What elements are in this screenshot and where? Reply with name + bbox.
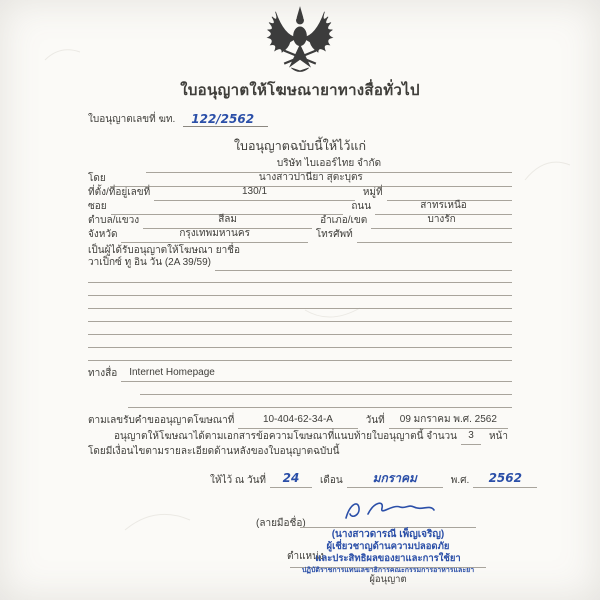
district-label: อำเภอ/เขต bbox=[320, 215, 368, 226]
license-number-row bbox=[88, 112, 268, 127]
condition-sentence: โดยมีเงื่อนไขตามรายละเอียดด้านหลังของใบอนุญาตฉบับนี้ bbox=[88, 446, 340, 457]
blank-ruled-line bbox=[128, 406, 512, 408]
application-date-label: วันที่ bbox=[365, 415, 385, 426]
application-label: ตามเลขรับคำขออนุญาตโฆษณาที่ bbox=[88, 415, 235, 426]
approval-text: อนุญาตให้โฆษณาได้ตามเอกสารข้อความโฆษณาที่แนบท้ายใบอนุญาตนี้ จำนวน bbox=[114, 431, 458, 442]
drug-name-row bbox=[88, 256, 512, 271]
paper-texture-mark bbox=[120, 500, 200, 540]
issued-day: 24 bbox=[270, 470, 312, 488]
blank-ruled-line bbox=[88, 346, 512, 348]
media-row bbox=[88, 366, 512, 382]
drug-name-line bbox=[215, 257, 512, 271]
subdistrict-label: ตำบล/แขวง bbox=[88, 215, 140, 226]
province-label: จังหวัด bbox=[88, 229, 118, 240]
signer-title-line2: และประสิทธิผลของยาและการใช้ยา bbox=[290, 551, 486, 568]
handwritten-signature bbox=[342, 498, 438, 526]
address-number: 130/1 bbox=[154, 185, 355, 201]
subdistrict-value: สีลม bbox=[143, 213, 312, 229]
application-number: 10-404-62-34-A bbox=[238, 413, 357, 429]
issued-year-label: พ.ศ. bbox=[450, 474, 470, 486]
media-label: ทางสื่อ bbox=[88, 368, 118, 379]
province-value: กรุงเทพมหานคร bbox=[121, 227, 307, 243]
road-value: สาทรเหนือ bbox=[375, 199, 512, 215]
issued-prefix: ให้ไว้ ณ วันที่ bbox=[210, 474, 266, 486]
issue-date-row bbox=[210, 470, 537, 488]
paper-texture-mark bbox=[300, 300, 370, 330]
blank-ruled-line bbox=[88, 333, 512, 335]
grant-heading: ใบอนุญาตฉบับนี้ให้ไว้แก่ bbox=[233, 139, 367, 153]
phone-value bbox=[357, 229, 512, 243]
soi-label: ซอย bbox=[88, 201, 107, 212]
district-value: บางรัก bbox=[371, 213, 512, 229]
approval-row bbox=[114, 429, 512, 445]
application-date: 09 มกราคม พ.ศ. 2562 bbox=[389, 413, 508, 429]
signature-label: (ลายมือชื่อ) bbox=[256, 518, 306, 529]
blank-ruled-line bbox=[88, 294, 512, 296]
blank-ruled-line bbox=[88, 307, 512, 309]
address-label: ที่ตั้ง/ที่อยู่เลขที่ bbox=[88, 187, 151, 198]
paper-texture-mark bbox=[520, 150, 580, 190]
signer-name-stamp: (นางสาวดารณี เพ็ญเจริญ) bbox=[331, 529, 445, 540]
issued-year: 2562 bbox=[473, 470, 537, 488]
document-title: ใบอนุญาตให้โฆษณายาทางสื่อทั่วไป bbox=[180, 82, 420, 99]
approval-pages: 3 bbox=[461, 429, 481, 445]
by-name: นางสาวปานียา สุตะบุตร bbox=[110, 171, 512, 187]
application-row bbox=[88, 413, 508, 429]
drug-name: วาเป็กซ์ ทู อิน วัน (2A 39/59) bbox=[88, 257, 211, 268]
paper-texture-mark bbox=[40, 40, 100, 70]
garuda-emblem-icon bbox=[256, 6, 344, 78]
permit-sentence: เป็นผู้ได้รับอนุญาตให้โฆษณา ยาชื่อ bbox=[88, 245, 240, 256]
issued-month: มกราคม bbox=[347, 470, 443, 488]
blank-ruled-line bbox=[88, 320, 512, 322]
licensor-label: ผู้อนุญาต bbox=[369, 574, 407, 585]
road-label: ถนน bbox=[351, 201, 372, 212]
license-number-label: ใบอนุญาตเลขที่ ฆท. bbox=[88, 114, 176, 125]
province-phone-row bbox=[88, 227, 512, 243]
blank-ruled-line bbox=[88, 359, 512, 361]
position-label: ตำแหน่ง bbox=[287, 551, 324, 562]
signer-title-line1: ผู้เชี่ยวชาญด้านความปลอดภัย bbox=[326, 541, 450, 552]
issued-month-label: เดือน bbox=[320, 474, 343, 486]
approval-pages-unit: หน้า bbox=[488, 431, 508, 442]
by-label: โดย bbox=[88, 173, 106, 184]
license-number-value: 122/2562 bbox=[183, 112, 268, 127]
moo-label: หมู่ที่ bbox=[362, 187, 383, 198]
company-name: บริษัท ไบเออร์ไทย จำกัด bbox=[146, 157, 512, 173]
acting-for-stamp: ปฏิบัติราชการแทนเลขาธิการคณะกรรมการอาหารและยา bbox=[301, 567, 475, 574]
blank-ruled-line bbox=[88, 281, 512, 283]
phone-label: โทรศัพท์ bbox=[315, 229, 353, 240]
blank-ruled-line bbox=[140, 393, 512, 395]
media-value: Internet Homepage bbox=[121, 366, 512, 382]
